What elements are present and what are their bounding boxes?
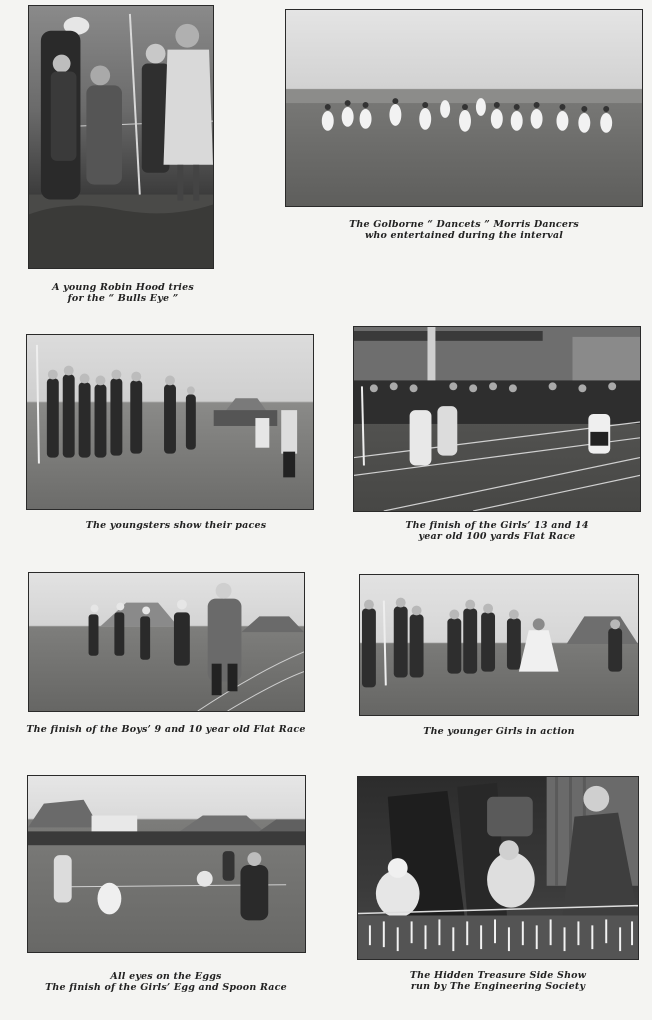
caption-line: The Hidden Treasure Side Show: [409, 970, 587, 981]
photo-robin-hood: [28, 5, 214, 269]
caption-egg-spoon: [20, 971, 312, 993]
caption-line: The younger Girls in action: [423, 726, 575, 737]
caption-line: A young Robin Hood tries: [52, 282, 194, 293]
caption-hidden-treasure: [357, 970, 639, 992]
photo-morris-dancers: [285, 9, 643, 207]
photo-hidden-treasure: [357, 776, 639, 960]
caption-youngsters: [26, 520, 326, 531]
caption-line: who entertained during the interval: [364, 230, 564, 241]
caption-line: The finish of the Boys’ 9 and 10 year old Flat Race: [26, 724, 306, 735]
photo-boys-9-10: [28, 572, 305, 712]
caption-boys-9-10: [22, 724, 310, 735]
caption-line: year old 100 yards Flat Race: [418, 531, 576, 542]
caption-line: for the “ Bulls Eye ”: [67, 293, 179, 304]
caption-younger-girls: [359, 726, 639, 737]
caption-morris-dancers: [285, 219, 643, 241]
caption-robin-hood: [28, 282, 218, 304]
photo-younger-girls: [359, 574, 639, 716]
caption-line: The finish of the Girls’ 13 and 14: [405, 520, 589, 531]
caption-line: run by The Engineering Society: [410, 981, 586, 992]
caption-line: The finish of the Girls’ Egg and Spoon Race: [45, 982, 287, 993]
photo-girls-13-14: [353, 326, 641, 512]
photo-egg-spoon: [27, 775, 306, 953]
caption-line: The youngsters show their paces: [85, 520, 267, 531]
caption-line: All eyes on the Eggs: [110, 971, 222, 982]
caption-line: The Golborne “ Dancets ” Morris Dancers: [349, 219, 579, 230]
photo-youngsters: [26, 334, 314, 510]
caption-girls-13-14: [353, 520, 641, 542]
